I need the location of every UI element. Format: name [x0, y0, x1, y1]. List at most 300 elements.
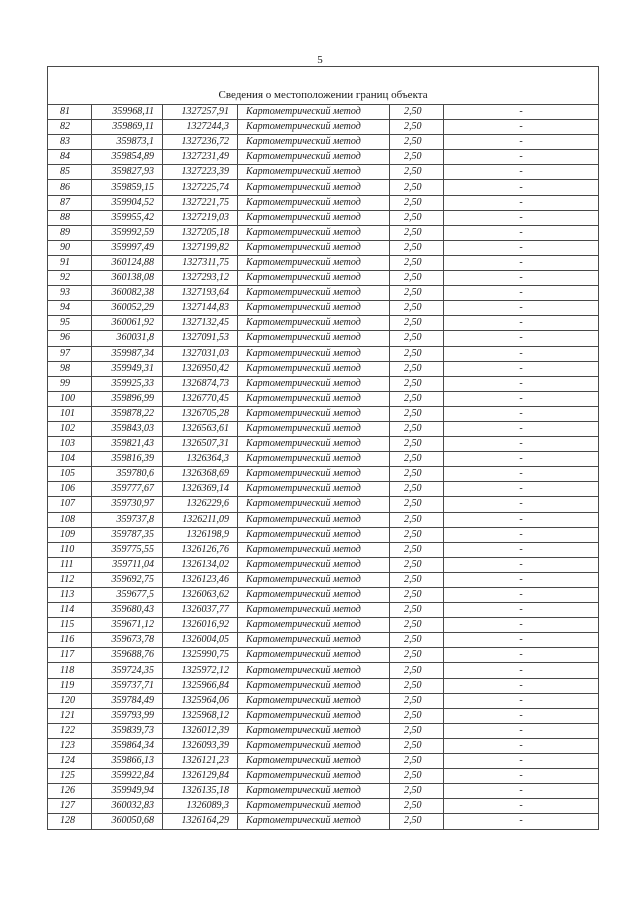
point-number-cell: 86	[48, 180, 92, 195]
description-cell: -	[444, 271, 599, 286]
accuracy-cell: 2,50	[390, 799, 444, 814]
point-number-cell: 102	[48, 421, 92, 436]
accuracy-cell: 2,50	[390, 527, 444, 542]
table-row	[48, 421, 599, 436]
method-cell: Картометрический метод	[238, 603, 390, 618]
y-coordinate-cell: 1326368,69	[163, 467, 238, 482]
point-number-cell: 117	[48, 648, 92, 663]
description-cell: -	[444, 527, 599, 542]
accuracy-cell: 2,50	[390, 406, 444, 421]
y-coordinate-cell: 1326164,29	[163, 814, 238, 829]
method-cell: Картометрический метод	[238, 105, 390, 120]
point-number-cell: 101	[48, 406, 92, 421]
x-coordinate-cell: 359869,11	[92, 120, 163, 135]
table-row	[48, 754, 599, 769]
accuracy-cell: 2,50	[390, 225, 444, 240]
y-coordinate-cell: 1327236,72	[163, 135, 238, 150]
x-coordinate-cell: 359688,76	[92, 648, 163, 663]
method-cell: Картометрический метод	[238, 301, 390, 316]
table-row	[48, 180, 599, 195]
y-coordinate-cell: 1327132,45	[163, 316, 238, 331]
description-cell: -	[444, 648, 599, 663]
description-cell: -	[444, 301, 599, 316]
y-coordinate-cell: 1326950,42	[163, 361, 238, 376]
x-coordinate-cell: 359711,04	[92, 557, 163, 572]
table-row	[48, 572, 599, 587]
method-cell: Картометрический метод	[238, 210, 390, 225]
point-number-cell: 112	[48, 572, 92, 587]
description-cell: -	[444, 799, 599, 814]
description-cell: -	[444, 618, 599, 633]
x-coordinate-cell: 359968,11	[92, 105, 163, 120]
accuracy-cell: 2,50	[390, 195, 444, 210]
table-row	[48, 361, 599, 376]
table-row	[48, 301, 599, 316]
description-cell: -	[444, 346, 599, 361]
table-row	[48, 633, 599, 648]
table-row	[48, 467, 599, 482]
x-coordinate-cell: 360031,8	[92, 331, 163, 346]
x-coordinate-cell: 359873,1	[92, 135, 163, 150]
method-cell: Картометрический метод	[238, 135, 390, 150]
table-row	[48, 105, 599, 120]
accuracy-cell: 2,50	[390, 316, 444, 331]
accuracy-cell: 2,50	[390, 105, 444, 120]
description-cell: -	[444, 738, 599, 753]
description-cell: -	[444, 165, 599, 180]
accuracy-cell: 2,50	[390, 588, 444, 603]
method-cell: Картометрический метод	[238, 165, 390, 180]
accuracy-cell: 2,50	[390, 376, 444, 391]
y-coordinate-cell: 1327311,75	[163, 255, 238, 270]
description-cell: -	[444, 255, 599, 270]
method-cell: Картометрический метод	[238, 286, 390, 301]
table-row	[48, 331, 599, 346]
description-cell: -	[444, 497, 599, 512]
accuracy-cell: 2,50	[390, 663, 444, 678]
description-cell: -	[444, 135, 599, 150]
method-cell: Картометрический метод	[238, 406, 390, 421]
x-coordinate-cell: 360138,08	[92, 271, 163, 286]
method-cell: Картометрический метод	[238, 754, 390, 769]
x-coordinate-cell: 359839,73	[92, 723, 163, 738]
point-number-cell: 97	[48, 346, 92, 361]
accuracy-cell: 2,50	[390, 708, 444, 723]
description-cell: -	[444, 452, 599, 467]
x-coordinate-cell: 359992,59	[92, 225, 163, 240]
accuracy-cell: 2,50	[390, 301, 444, 316]
description-cell: -	[444, 693, 599, 708]
point-number-cell: 123	[48, 738, 92, 753]
point-number-cell: 106	[48, 482, 92, 497]
description-cell: -	[444, 769, 599, 784]
table-row	[48, 769, 599, 784]
x-coordinate-cell: 359896,99	[92, 391, 163, 406]
table-caption-row	[48, 67, 599, 105]
accuracy-cell: 2,50	[390, 180, 444, 195]
table-row	[48, 799, 599, 814]
description-cell: -	[444, 678, 599, 693]
table-row	[48, 512, 599, 527]
description-cell: -	[444, 603, 599, 618]
description-cell: -	[444, 180, 599, 195]
y-coordinate-cell: 1327199,82	[163, 240, 238, 255]
description-cell: -	[444, 225, 599, 240]
y-coordinate-cell: 1327091,53	[163, 331, 238, 346]
table-row	[48, 271, 599, 286]
x-coordinate-cell: 359925,33	[92, 376, 163, 391]
point-number-cell: 119	[48, 678, 92, 693]
point-number-cell: 128	[48, 814, 92, 829]
method-cell: Картометрический метод	[238, 784, 390, 799]
table-row	[48, 286, 599, 301]
y-coordinate-cell: 1326123,46	[163, 572, 238, 587]
y-coordinate-cell: 1326016,92	[163, 618, 238, 633]
y-coordinate-cell: 1326229,6	[163, 497, 238, 512]
accuracy-cell: 2,50	[390, 723, 444, 738]
x-coordinate-cell: 359730,97	[92, 497, 163, 512]
table-body	[48, 105, 599, 830]
accuracy-cell: 2,50	[390, 391, 444, 406]
table-row	[48, 406, 599, 421]
page-number: 5	[317, 54, 323, 66]
accuracy-cell: 2,50	[390, 678, 444, 693]
table-row	[48, 784, 599, 799]
y-coordinate-cell: 1327293,12	[163, 271, 238, 286]
point-number-cell: 98	[48, 361, 92, 376]
x-coordinate-cell: 359793,99	[92, 708, 163, 723]
table-row	[48, 482, 599, 497]
method-cell: Картометрический метод	[238, 195, 390, 210]
x-coordinate-cell: 359827,93	[92, 165, 163, 180]
point-number-cell: 114	[48, 603, 92, 618]
description-cell: -	[444, 784, 599, 799]
x-coordinate-cell: 359737,71	[92, 678, 163, 693]
point-number-cell: 92	[48, 271, 92, 286]
method-cell: Картометрический метод	[238, 633, 390, 648]
method-cell: Картометрический метод	[238, 391, 390, 406]
table-row	[48, 723, 599, 738]
y-coordinate-cell: 1326012,39	[163, 723, 238, 738]
point-number-cell: 96	[48, 331, 92, 346]
description-cell: -	[444, 105, 599, 120]
table-row	[48, 225, 599, 240]
y-coordinate-cell: 1326770,45	[163, 391, 238, 406]
point-number-cell: 111	[48, 557, 92, 572]
point-number-cell: 91	[48, 255, 92, 270]
point-number-cell: 127	[48, 799, 92, 814]
method-cell: Картометрический метод	[238, 316, 390, 331]
x-coordinate-cell: 359866,13	[92, 754, 163, 769]
description-cell: -	[444, 482, 599, 497]
accuracy-cell: 2,50	[390, 165, 444, 180]
description-cell: -	[444, 150, 599, 165]
y-coordinate-cell: 1326129,84	[163, 769, 238, 784]
accuracy-cell: 2,50	[390, 618, 444, 633]
table-row	[48, 120, 599, 135]
y-coordinate-cell: 1326369,14	[163, 482, 238, 497]
table-row	[48, 240, 599, 255]
x-coordinate-cell: 359949,31	[92, 361, 163, 376]
table-row	[48, 150, 599, 165]
accuracy-cell: 2,50	[390, 271, 444, 286]
point-number-cell: 84	[48, 150, 92, 165]
accuracy-cell: 2,50	[390, 467, 444, 482]
x-coordinate-cell: 360082,38	[92, 286, 163, 301]
y-coordinate-cell: 1327225,74	[163, 180, 238, 195]
y-coordinate-cell: 1325964,06	[163, 693, 238, 708]
description-cell: -	[444, 814, 599, 829]
x-coordinate-cell: 360124,88	[92, 255, 163, 270]
method-cell: Картометрический метод	[238, 527, 390, 542]
x-coordinate-cell: 359671,12	[92, 618, 163, 633]
point-number-cell: 100	[48, 391, 92, 406]
description-cell: -	[444, 437, 599, 452]
table-row	[48, 814, 599, 829]
x-coordinate-cell: 359775,55	[92, 542, 163, 557]
description-cell: -	[444, 376, 599, 391]
y-coordinate-cell: 1326063,62	[163, 588, 238, 603]
x-coordinate-cell: 359677,5	[92, 588, 163, 603]
point-number-cell: 90	[48, 240, 92, 255]
x-coordinate-cell: 359724,35	[92, 663, 163, 678]
method-cell: Картометрический метод	[238, 769, 390, 784]
point-number-cell: 99	[48, 376, 92, 391]
accuracy-cell: 2,50	[390, 784, 444, 799]
y-coordinate-cell: 1326507,31	[163, 437, 238, 452]
x-coordinate-cell: 359843,03	[92, 421, 163, 436]
point-number-cell: 94	[48, 301, 92, 316]
point-number-cell: 126	[48, 784, 92, 799]
table-row	[48, 542, 599, 557]
description-cell: -	[444, 286, 599, 301]
method-cell: Картометрический метод	[238, 738, 390, 753]
x-coordinate-cell: 360050,68	[92, 814, 163, 829]
y-coordinate-cell: 1326126,76	[163, 542, 238, 557]
accuracy-cell: 2,50	[390, 482, 444, 497]
table-row	[48, 210, 599, 225]
method-cell: Картометрический метод	[238, 814, 390, 829]
method-cell: Картометрический метод	[238, 693, 390, 708]
x-coordinate-cell: 359777,67	[92, 482, 163, 497]
x-coordinate-cell: 359859,15	[92, 180, 163, 195]
table-row	[48, 527, 599, 542]
description-cell: -	[444, 195, 599, 210]
table-row	[48, 376, 599, 391]
x-coordinate-cell: 359949,94	[92, 784, 163, 799]
method-cell: Картометрический метод	[238, 588, 390, 603]
point-number-cell: 104	[48, 452, 92, 467]
method-cell: Картометрический метод	[238, 512, 390, 527]
table-row	[48, 557, 599, 572]
x-coordinate-cell: 359787,35	[92, 527, 163, 542]
method-cell: Картометрический метод	[238, 723, 390, 738]
point-number-cell: 93	[48, 286, 92, 301]
method-cell: Картометрический метод	[238, 437, 390, 452]
method-cell: Картометрический метод	[238, 421, 390, 436]
method-cell: Картометрический метод	[238, 799, 390, 814]
y-coordinate-cell: 1325972,12	[163, 663, 238, 678]
table-row	[48, 452, 599, 467]
table-row	[48, 648, 599, 663]
accuracy-cell: 2,50	[390, 648, 444, 663]
boundary-coordinates-table	[47, 66, 599, 830]
method-cell: Картометрический метод	[238, 240, 390, 255]
accuracy-cell: 2,50	[390, 512, 444, 527]
method-cell: Картометрический метод	[238, 452, 390, 467]
accuracy-cell: 2,50	[390, 603, 444, 618]
table-row	[48, 255, 599, 270]
accuracy-cell: 2,50	[390, 738, 444, 753]
description-cell: -	[444, 633, 599, 648]
point-number-cell: 125	[48, 769, 92, 784]
y-coordinate-cell: 1327205,18	[163, 225, 238, 240]
method-cell: Картометрический метод	[238, 618, 390, 633]
x-coordinate-cell: 359955,42	[92, 210, 163, 225]
table-row	[48, 738, 599, 753]
point-number-cell: 115	[48, 618, 92, 633]
x-coordinate-cell: 359864,34	[92, 738, 163, 753]
point-number-cell: 87	[48, 195, 92, 210]
point-number-cell: 89	[48, 225, 92, 240]
x-coordinate-cell: 359673,78	[92, 633, 163, 648]
y-coordinate-cell: 1327223,39	[163, 165, 238, 180]
point-number-cell: 88	[48, 210, 92, 225]
method-cell: Картометрический метод	[238, 331, 390, 346]
description-cell: -	[444, 557, 599, 572]
x-coordinate-cell: 359816,39	[92, 452, 163, 467]
point-number-cell: 105	[48, 467, 92, 482]
point-number-cell: 118	[48, 663, 92, 678]
y-coordinate-cell: 1326211,09	[163, 512, 238, 527]
description-cell: -	[444, 588, 599, 603]
point-number-cell: 103	[48, 437, 92, 452]
point-number-cell: 83	[48, 135, 92, 150]
description-cell: -	[444, 120, 599, 135]
method-cell: Картометрический метод	[238, 542, 390, 557]
y-coordinate-cell: 1327257,91	[163, 105, 238, 120]
description-cell: -	[444, 512, 599, 527]
point-number-cell: 85	[48, 165, 92, 180]
table-row	[48, 195, 599, 210]
accuracy-cell: 2,50	[390, 693, 444, 708]
method-cell: Картометрический метод	[238, 150, 390, 165]
method-cell: Картометрический метод	[238, 120, 390, 135]
accuracy-cell: 2,50	[390, 135, 444, 150]
y-coordinate-cell: 1326089,3	[163, 799, 238, 814]
x-coordinate-cell: 359737,8	[92, 512, 163, 527]
table-row	[48, 678, 599, 693]
accuracy-cell: 2,50	[390, 361, 444, 376]
table-row	[48, 618, 599, 633]
description-cell: -	[444, 708, 599, 723]
accuracy-cell: 2,50	[390, 421, 444, 436]
y-coordinate-cell: 1327221,75	[163, 195, 238, 210]
point-number-cell: 95	[48, 316, 92, 331]
description-cell: -	[444, 406, 599, 421]
table-row	[48, 603, 599, 618]
accuracy-cell: 2,50	[390, 814, 444, 829]
description-cell: -	[444, 421, 599, 436]
y-coordinate-cell: 1326135,18	[163, 784, 238, 799]
accuracy-cell: 2,50	[390, 633, 444, 648]
description-cell: -	[444, 240, 599, 255]
y-coordinate-cell: 1325966,84	[163, 678, 238, 693]
table-row	[48, 693, 599, 708]
x-coordinate-cell: 360032,83	[92, 799, 163, 814]
table-caption: Сведения о местоположении границ объекта	[48, 67, 599, 105]
point-number-cell: 116	[48, 633, 92, 648]
point-number-cell: 122	[48, 723, 92, 738]
point-number-cell: 82	[48, 120, 92, 135]
point-number-cell: 81	[48, 105, 92, 120]
table-row	[48, 437, 599, 452]
y-coordinate-cell: 1325990,75	[163, 648, 238, 663]
accuracy-cell: 2,50	[390, 150, 444, 165]
accuracy-cell: 2,50	[390, 240, 444, 255]
table-row	[48, 497, 599, 512]
y-coordinate-cell: 1327193,64	[163, 286, 238, 301]
table-row	[48, 663, 599, 678]
x-coordinate-cell: 359997,49	[92, 240, 163, 255]
method-cell: Картометрический метод	[238, 271, 390, 286]
accuracy-cell: 2,50	[390, 331, 444, 346]
accuracy-cell: 2,50	[390, 452, 444, 467]
accuracy-cell: 2,50	[390, 542, 444, 557]
y-coordinate-cell: 1325968,12	[163, 708, 238, 723]
y-coordinate-cell: 1327231,49	[163, 150, 238, 165]
accuracy-cell: 2,50	[390, 754, 444, 769]
accuracy-cell: 2,50	[390, 210, 444, 225]
table-row	[48, 346, 599, 361]
method-cell: Картометрический метод	[238, 346, 390, 361]
method-cell: Картометрический метод	[238, 663, 390, 678]
accuracy-cell: 2,50	[390, 255, 444, 270]
y-coordinate-cell: 1327244,3	[163, 120, 238, 135]
table-row	[48, 135, 599, 150]
description-cell: -	[444, 316, 599, 331]
point-number-cell: 108	[48, 512, 92, 527]
y-coordinate-cell: 1326705,28	[163, 406, 238, 421]
x-coordinate-cell: 359680,43	[92, 603, 163, 618]
y-coordinate-cell: 1326364,3	[163, 452, 238, 467]
method-cell: Картометрический метод	[238, 678, 390, 693]
accuracy-cell: 2,50	[390, 572, 444, 587]
description-cell: -	[444, 542, 599, 557]
description-cell: -	[444, 572, 599, 587]
x-coordinate-cell: 359821,43	[92, 437, 163, 452]
y-coordinate-cell: 1327031,03	[163, 346, 238, 361]
y-coordinate-cell: 1326134,02	[163, 557, 238, 572]
method-cell: Картометрический метод	[238, 708, 390, 723]
x-coordinate-cell: 359692,75	[92, 572, 163, 587]
accuracy-cell: 2,50	[390, 120, 444, 135]
y-coordinate-cell: 1326037,77	[163, 603, 238, 618]
y-coordinate-cell: 1326121,23	[163, 754, 238, 769]
x-coordinate-cell: 359878,22	[92, 406, 163, 421]
x-coordinate-cell: 359854,89	[92, 150, 163, 165]
description-cell: -	[444, 361, 599, 376]
point-number-cell: 109	[48, 527, 92, 542]
accuracy-cell: 2,50	[390, 769, 444, 784]
table-row	[48, 588, 599, 603]
accuracy-cell: 2,50	[390, 346, 444, 361]
y-coordinate-cell: 1326874,73	[163, 376, 238, 391]
y-coordinate-cell: 1326563,61	[163, 421, 238, 436]
point-number-cell: 113	[48, 588, 92, 603]
x-coordinate-cell: 359784,49	[92, 693, 163, 708]
table-row	[48, 316, 599, 331]
